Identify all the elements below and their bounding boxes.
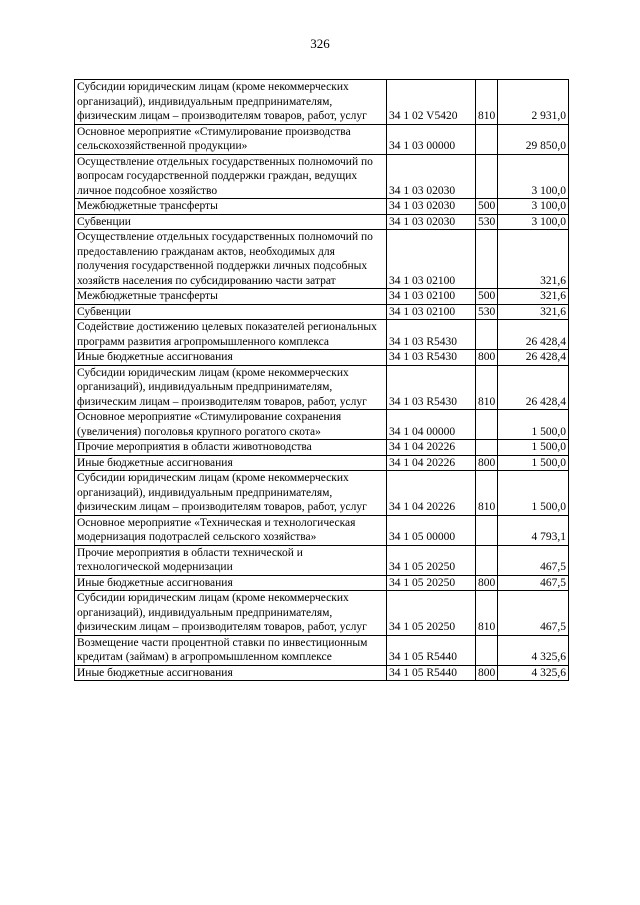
row-expense-type-cell: 500	[476, 199, 498, 215]
table-row	[75, 440, 569, 456]
row-expense-type-cell	[476, 124, 498, 154]
row-code-cell: 34 1 02 V5420	[387, 80, 476, 125]
table-row	[75, 665, 569, 681]
row-code-cell: 34 1 05 20250	[387, 591, 476, 636]
row-name-cell: Субсидии юридическим лицам (кроме некоммерческих организаций), индивидуальным предпринимателям, физическим лицам – производителям товаров, работ, услуг	[75, 80, 387, 125]
row-expense-type-cell: 810	[476, 365, 498, 410]
row-name-cell: Осуществление отдельных государственных полномочий по предоставлению гражданам актов, необходимых для получения государственной поддержки личных подсобных хозяйств населения по субсидированию части затрат	[75, 230, 387, 289]
table-row	[75, 154, 569, 199]
table-row	[75, 635, 569, 665]
table-row	[75, 230, 569, 289]
row-name-cell: Субсидии юридическим лицам (кроме некоммерческих организаций), индивидуальным предпринимателям, физическим лицам – производителям товаров, работ, услуг	[75, 591, 387, 636]
table-row	[75, 591, 569, 636]
table-row	[75, 365, 569, 410]
budget-table	[74, 79, 569, 681]
row-expense-type-cell	[476, 320, 498, 350]
row-amount-cell: 321,6	[498, 304, 569, 320]
table-row	[75, 545, 569, 575]
row-name-cell: Субсидии юридическим лицам (кроме некоммерческих организаций), индивидуальным предпринимателям, физическим лицам – производителям товаров, работ, услуг	[75, 365, 387, 410]
table-row	[75, 515, 569, 545]
table-row	[75, 289, 569, 305]
row-expense-type-cell	[476, 440, 498, 456]
row-expense-type-cell	[476, 230, 498, 289]
table-row	[75, 455, 569, 471]
row-name-cell: Основное мероприятие «Техническая и технологическая модернизация подотраслей сельского хозяйства»	[75, 515, 387, 545]
row-expense-type-cell: 800	[476, 665, 498, 681]
table-row	[75, 304, 569, 320]
row-code-cell: 34 1 05 R5440	[387, 665, 476, 681]
row-expense-type-cell	[476, 154, 498, 199]
row-expense-type-cell	[476, 545, 498, 575]
row-expense-type-cell: 530	[476, 304, 498, 320]
row-code-cell: 34 1 03 02100	[387, 230, 476, 289]
row-code-cell: 34 1 03 02030	[387, 199, 476, 215]
row-expense-type-cell: 810	[476, 471, 498, 516]
table-row	[75, 320, 569, 350]
row-code-cell: 34 1 05 R5440	[387, 635, 476, 665]
row-name-cell: Иные бюджетные ассигнования	[75, 575, 387, 591]
row-amount-cell: 1 500,0	[498, 455, 569, 471]
row-code-cell: 34 1 04 20226	[387, 471, 476, 516]
row-expense-type-cell: 530	[476, 214, 498, 230]
table-row	[75, 471, 569, 516]
row-code-cell: 34 1 05 20250	[387, 545, 476, 575]
row-name-cell: Содействие достижению целевых показателей региональных программ развития агропромышленного комплекса	[75, 320, 387, 350]
row-code-cell: 34 1 03 R5430	[387, 350, 476, 366]
table-row	[75, 199, 569, 215]
table-row	[75, 124, 569, 154]
row-name-cell: Основное мероприятие «Стимулирование производства сельскохозяйственной продукции»	[75, 124, 387, 154]
table-row	[75, 214, 569, 230]
row-amount-cell: 1 500,0	[498, 471, 569, 516]
row-code-cell: 34 1 03 02030	[387, 214, 476, 230]
row-amount-cell: 3 100,0	[498, 199, 569, 215]
row-amount-cell: 467,5	[498, 545, 569, 575]
row-code-cell: 34 1 05 00000	[387, 515, 476, 545]
row-expense-type-cell	[476, 635, 498, 665]
row-name-cell: Межбюджетные трансферты	[75, 199, 387, 215]
row-name-cell: Иные бюджетные ассигнования	[75, 455, 387, 471]
row-code-cell: 34 1 03 00000	[387, 124, 476, 154]
row-amount-cell: 4 325,6	[498, 665, 569, 681]
row-name-cell: Прочие мероприятия в области технической и технологической модернизации	[75, 545, 387, 575]
row-code-cell: 34 1 04 20226	[387, 455, 476, 471]
row-code-cell: 34 1 03 02030	[387, 154, 476, 199]
table-row	[75, 80, 569, 125]
row-code-cell: 34 1 05 20250	[387, 575, 476, 591]
row-code-cell: 34 1 03 02100	[387, 289, 476, 305]
row-amount-cell: 467,5	[498, 591, 569, 636]
row-expense-type-cell: 800	[476, 575, 498, 591]
row-name-cell: Иные бюджетные ассигнования	[75, 350, 387, 366]
table-row	[75, 350, 569, 366]
row-name-cell: Межбюджетные трансферты	[75, 289, 387, 305]
table-row	[75, 575, 569, 591]
row-name-cell: Основное мероприятие «Стимулирование сохранения (увеличения) поголовья крупного рогатого скота»	[75, 410, 387, 440]
row-amount-cell: 3 100,0	[498, 154, 569, 199]
row-amount-cell: 3 100,0	[498, 214, 569, 230]
row-expense-type-cell: 810	[476, 80, 498, 125]
row-name-cell: Возмещение части процентной ставки по инвестиционным кредитам (займам) в агропромышленном комплексе	[75, 635, 387, 665]
row-expense-type-cell	[476, 515, 498, 545]
row-name-cell: Осуществление отдельных государственных полномочий по вопросам государственной поддержки граждан, ведущих личное подсобное хозяйство	[75, 154, 387, 199]
row-amount-cell: 1 500,0	[498, 410, 569, 440]
row-code-cell: 34 1 03 R5430	[387, 365, 476, 410]
row-amount-cell: 321,6	[498, 230, 569, 289]
row-amount-cell: 29 850,0	[498, 124, 569, 154]
row-amount-cell: 467,5	[498, 575, 569, 591]
row-amount-cell: 26 428,4	[498, 320, 569, 350]
row-amount-cell: 2 931,0	[498, 80, 569, 125]
row-amount-cell: 321,6	[498, 289, 569, 305]
row-name-cell: Субвенции	[75, 214, 387, 230]
page-number: 326	[310, 36, 330, 51]
row-expense-type-cell: 800	[476, 455, 498, 471]
row-amount-cell: 26 428,4	[498, 350, 569, 366]
row-code-cell: 34 1 04 20226	[387, 440, 476, 456]
row-expense-type-cell: 810	[476, 591, 498, 636]
row-amount-cell: 1 500,0	[498, 440, 569, 456]
row-name-cell: Субвенции	[75, 304, 387, 320]
row-name-cell: Субсидии юридическим лицам (кроме некоммерческих организаций), индивидуальным предпринимателям, физическим лицам – производителям товаров, работ, услуг	[75, 471, 387, 516]
row-code-cell: 34 1 04 00000	[387, 410, 476, 440]
row-code-cell: 34 1 03 02100	[387, 304, 476, 320]
row-code-cell: 34 1 03 R5430	[387, 320, 476, 350]
row-amount-cell: 26 428,4	[498, 365, 569, 410]
row-name-cell: Иные бюджетные ассигнования	[75, 665, 387, 681]
row-amount-cell: 4 325,6	[498, 635, 569, 665]
row-name-cell: Прочие мероприятия в области животноводства	[75, 440, 387, 456]
row-expense-type-cell: 800	[476, 350, 498, 366]
table-row	[75, 410, 569, 440]
row-expense-type-cell	[476, 410, 498, 440]
row-amount-cell: 4 793,1	[498, 515, 569, 545]
row-expense-type-cell: 500	[476, 289, 498, 305]
